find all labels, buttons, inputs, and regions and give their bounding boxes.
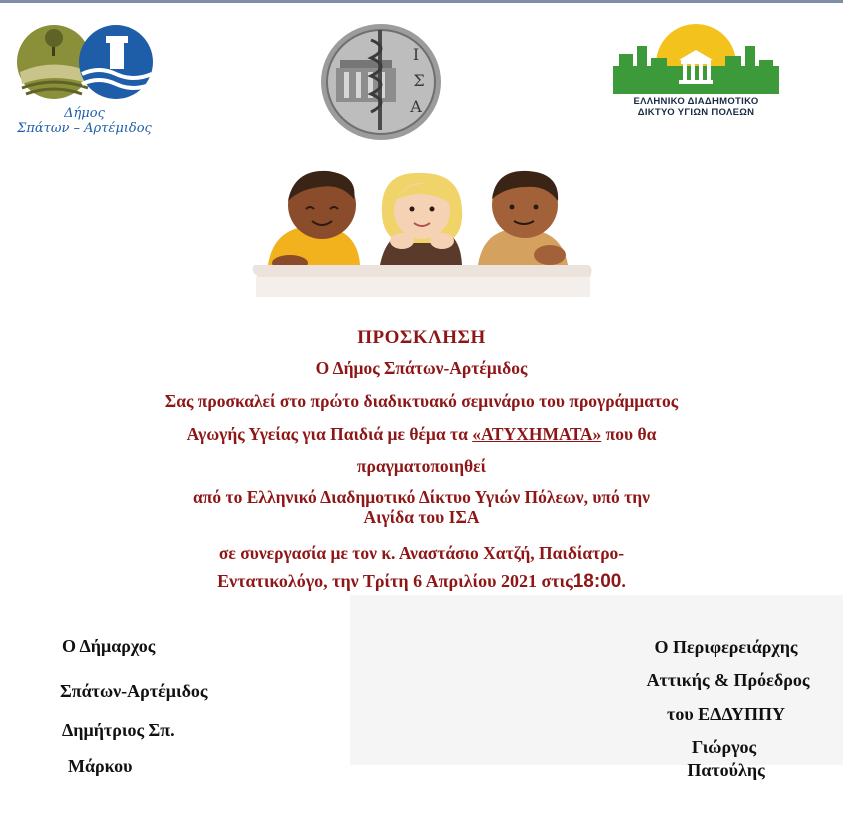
invitation-heading: ΠΡΟΣΚΛΗΣΗ [357, 327, 486, 348]
spata-logo-line2: Σπάτων – Αρτέμιδος [17, 121, 152, 136]
isa-letter-3: Α [410, 97, 422, 116]
spata-logo-line1: Δήμος [64, 106, 105, 121]
invitation-line-1: Ο Δήμος Σπάτων-Αρτέμιδος [315, 358, 528, 378]
isa-logo [316, 20, 446, 145]
eddypp-logo-line2: ΔΙΚΤΥΟ ΥΓΙΩΝ ΠΟΛΕΩΝ [637, 107, 755, 118]
invitation-line-4: πραγματοποιηθεί [356, 456, 487, 476]
invitation-line-3-pre: Αγωγής Υγείας για Παιδιά με θέμα τα [186, 424, 473, 444]
children-icon [250, 165, 595, 300]
invitation-line-8 [0, 571, 843, 593]
top-border [0, 0, 843, 3]
governor-organization: του ΕΔΔΥΠΠΥ [667, 704, 785, 724]
governor-last-name: Πατούλης [687, 760, 765, 780]
governor-title: Ο Περιφερειάρχης [654, 637, 798, 657]
mayor-first-name: Δημήτριος Σπ. [62, 720, 175, 740]
invitation-line-8-pre: Εντατικολόγο, την Τρίτη 6 Απριλίου 2021 στις [217, 571, 573, 591]
invitation-line-7: σε συνεργασία με τον κ. Αναστάσιο Χατζή, Παιδίατρο- [218, 543, 625, 563]
eddypp-logo-line1: ΕΛΛΗΝΙΚΟ ΔΙΑΔΗΜΟΤΙΚΟ [633, 96, 759, 107]
city-skyline-icon [613, 16, 779, 94]
isa-letter-1: Ι [412, 45, 420, 64]
event-time: 18:00 [572, 571, 622, 592]
invitation-line-3-post: που θα [601, 424, 657, 444]
spata-artemida-logo [12, 22, 157, 137]
children-illustration [250, 165, 595, 300]
mayor-title: Ο Δήμαρχος [62, 636, 156, 656]
isa-letter-2: Σ [413, 71, 425, 90]
seminar-topic: «ΑΤΥΧΗΜΑΤΑ» [472, 424, 602, 444]
invitation-line-8-end: . [621, 571, 626, 591]
mayor-last-name: Μάρκου [68, 756, 133, 776]
governor-first-name: Γιώργος [691, 737, 757, 757]
invitation-line-5: από το Ελληνικό Διαδημοτικό Δίκτυο Υγιών Πόλεων, υπό την [193, 487, 650, 507]
invitation-line-6: Αιγίδα του ΙΣΑ [363, 507, 480, 527]
invitation-line-3 [0, 424, 843, 445]
spata-emblem-icon [12, 22, 157, 102]
eddypp-logo [613, 16, 779, 120]
governor-region: Αττικής & Πρόεδρος [646, 670, 810, 690]
invitation-line-2: Σας προσκαλεί στο πρώτο διαδικτυακό σεμινάριο του προγράμματος [164, 391, 679, 411]
mayor-municipality: Σπάτων-Αρτέμιδος [60, 681, 208, 701]
isa-coin-icon [316, 20, 446, 145]
